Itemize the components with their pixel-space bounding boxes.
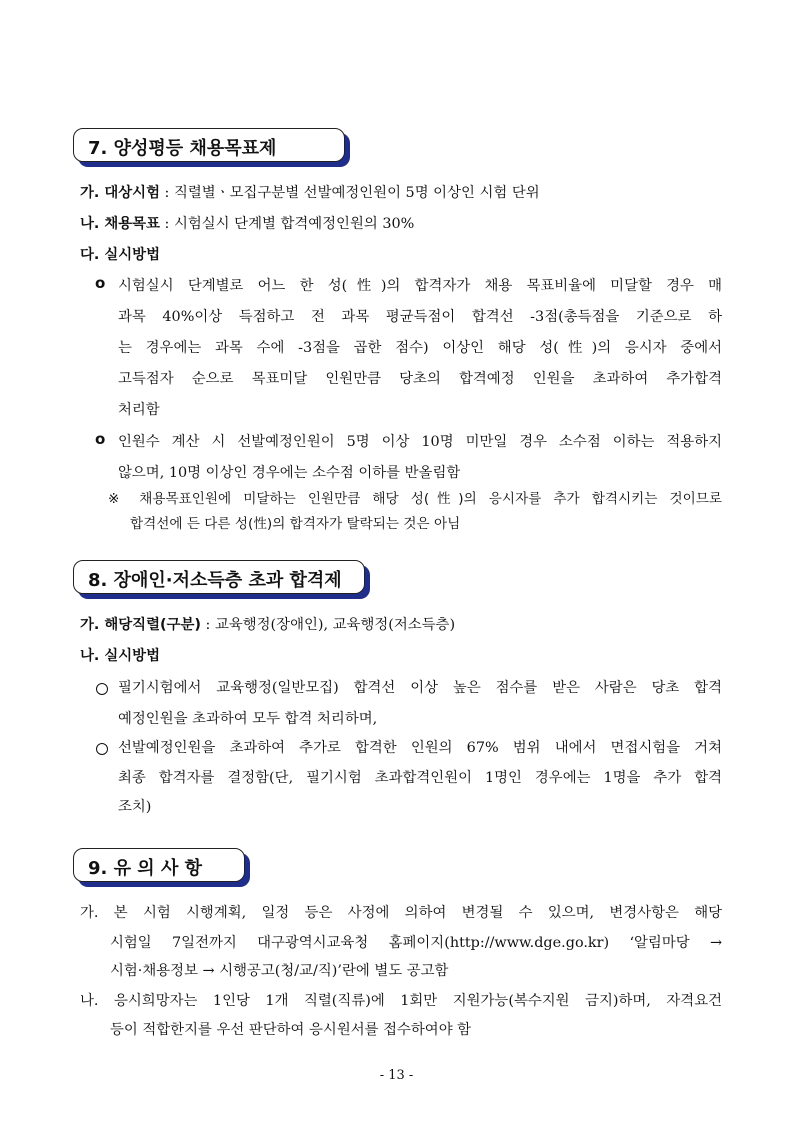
s7-b2-line: 인원수 계산 시 선발예정인원이 5명 이상 10명 미만일 경우 소수점 이하는 적용하지: [118, 434, 722, 450]
s7-note-line: 합격선에 든 다른 성(性)의 합격자가 탈락되는 것은 아님: [130, 516, 461, 532]
section-8-item-a-text: : 교육행정(장애인), 교육행정(저소득층): [200, 617, 456, 633]
section-8-title: 8. 장애인·저소득층 초과 합격제: [88, 570, 342, 591]
s9-item-b-line: 나. 응시희망자는 1인당 1개 직렬(직류)에 1회만 지원가능(복수지원 금지)하며, 자격요건: [80, 993, 722, 1009]
section-8-item-a-label: 가. 해당직렬(구분): [80, 617, 201, 633]
s7-b1-line: 는 경우에는 과목 수에 -3점을 곱한 점수) 이상인 해당 성(性)의 응시자 중에서: [118, 340, 722, 356]
s7-note-line: ※ 채용목표인원에 미달하는 인원만큼 해당 성(性)의 응시자를 추가 합격시키는 것이므로: [108, 491, 722, 507]
section-9-title: 9. 유 의 사 항: [88, 858, 202, 879]
section-7-title: 7. 양성평등 채용목표제: [88, 138, 277, 159]
s9-item-a-line: 가. 본 시험 시행계획, 일정 등은 사정에 의하여 변경될 수 있으며, 변경사항은 해당: [80, 905, 722, 921]
section-7-item-b: [80, 214, 414, 234]
s7-b2-line: 않으며, 10명 이상인 경우에는 소수점 이하를 반올림함: [118, 465, 461, 481]
section-7-item-c-label: 다. 실시방법: [80, 247, 160, 263]
s8-b2-line: 선발예정인원을 초과하여 추가로 합격한 인원의 67% 범위 내에서 면접시험을 거쳐: [118, 740, 722, 756]
s7-b1-line: 처리함: [118, 402, 160, 418]
s8-b1-line: 필기시험에서 교육행정(일반모집) 합격선 이상 높은 점수를 받은 사람은 당초 합격: [118, 680, 722, 696]
section-8-item-b-label: 나. 실시방법: [80, 648, 160, 664]
section-7-item-b-text: : 시험실시 단계별 합격예정인원의 30%: [159, 216, 415, 232]
s9-item-a-line: 시험일 7일전까지 대구광역시교육청 홈페이지(http://www.dge.go.kr) ‘알림마당 →: [110, 935, 722, 951]
s7-b1-line: 고득점자 순으로 목표미달 인원만큼 당초의 합격예정 인원을 초과하여 추가합격: [118, 371, 722, 387]
s9-item-b-line: 등이 적합한지를 우선 판단하여 응시원서를 접수하여야 함: [110, 1022, 472, 1038]
section-8-title-box: [73, 560, 365, 594]
s8-b2-line: 최종 합격자를 결정함(단, 필기시험 초과합격인원이 1명인 경우에는 1명을 추가 합격: [118, 770, 722, 786]
page-number: - 13 -: [379, 1068, 414, 1083]
bullet-o-icon: o: [95, 274, 106, 292]
section-7-item-a: [80, 183, 540, 203]
bullet-ring-icon: [96, 683, 108, 695]
bullet-ring-icon: [96, 743, 108, 755]
section-7-item-a-text: : 직렬별ㆍ모집구분별 선발예정인원이 5명 이상인 시험 단위: [159, 185, 540, 201]
s8-b2-line: 조치): [118, 799, 152, 815]
s7-b1-line: 과목 40%이상 득점하고 전 과목 평균득점이 합격선 -3점(총득점을 기준으로 하: [118, 309, 722, 325]
s7-b1-line: 시험실시 단계별로 어느 한 성(性)의 합격자가 채용 목표비율에 미달할 경우 매: [118, 278, 722, 294]
s8-b1-line: 예정인원을 초과하여 모두 합격 처리하며,: [118, 711, 378, 727]
section-8-item-a: [80, 615, 455, 635]
section-7-item-b-label: 나. 채용목표: [80, 216, 160, 232]
section-7-title-box: [73, 128, 345, 162]
section-9-title-box: [73, 848, 245, 882]
section-7-item-a-label: 가. 대상시험: [80, 185, 160, 201]
bullet-o-icon: o: [95, 430, 106, 448]
s9-item-a-line: 시험·채용정보 → 시행공고(청/교/직)’란에 별도 공고함: [110, 963, 449, 979]
